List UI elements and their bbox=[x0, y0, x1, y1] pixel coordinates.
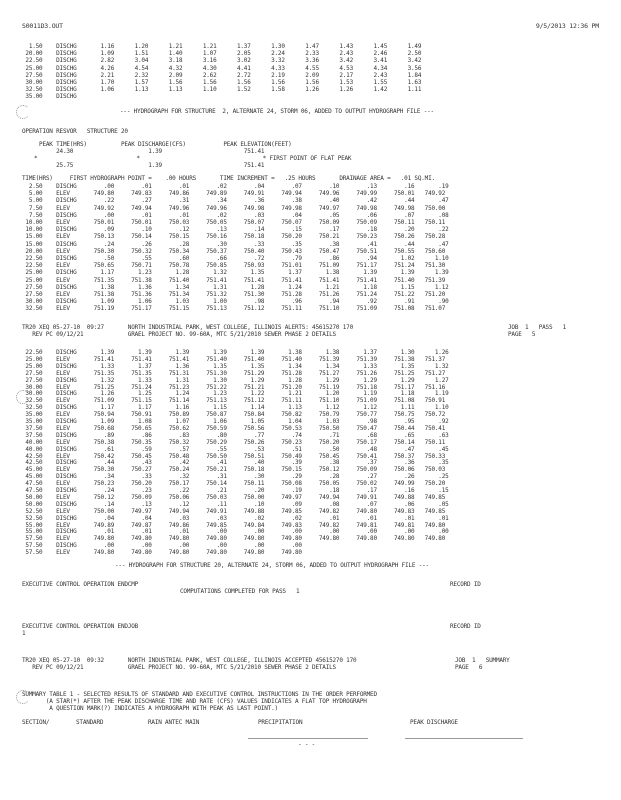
table-row: 42.50 ELEV 750.42 750.45 750.48 750.50 750.51 750.49 750.45 750.41 750.37 750.33 bbox=[22, 452, 446, 460]
table-row: 42.50 DISCHG .44 .43 .42 .41 .40 .39 .38 .37 .36 .35 bbox=[22, 459, 449, 467]
table-row: 20.00 ELEV 750.30 750.32 750.34 750.37 750.40 750.43 750.47 750.51 750.55 750.60 bbox=[22, 247, 446, 255]
binder-hole-mark bbox=[16, 105, 30, 119]
table-row: 27.50 ELEV 751.38 751.36 751.34 751.32 751.30 751.28 751.26 751.24 751.22 751.20 bbox=[22, 291, 446, 298]
table-row: 50.00 DISCHG .14 .13 .12 .11 .10 .09 .08 .07 .06 .05 bbox=[22, 500, 449, 508]
underline bbox=[405, 738, 523, 739]
summary-header-job: JOB 1 SUMMARY bbox=[455, 657, 510, 664]
table-row: 45.00 ELEV 750.30 750.27 750.24 750.21 750.18 750.15 750.12 750.09 750.06 750.03 bbox=[22, 466, 446, 474]
table-row: 50.00 ELEV 750.12 750.09 750.06 750.03 750.00 749.97 749.94 749.91 749.88 749.85 bbox=[22, 493, 446, 501]
table-row: 32.50 DISCHG 1.06 1.13 1.13 1.10 1.52 1.58 1.26 1.26 1.42 1.11 bbox=[22, 86, 422, 94]
footnote-line: A QUESTION MARK(?) INDICATES A HYDROGRAPH WITH PEAK AS LAST POINT.) bbox=[22, 705, 278, 712]
table-row: 27.50 DISCHG 2.21 2.32 2.09 2.62 2.72 2.19 2.09 2.17 2.43 1.84 bbox=[22, 71, 422, 79]
footnote-line: SUMMARY TABLE 1 - SELECTED RESULTS OF STANDARD AND EXECUTIVE CONTROL INSTRUCTIONS IN THE ORDER PERFORMED bbox=[22, 691, 377, 698]
table-row: 10.00 ELEV 750.01 750.01 750.03 750.05 750.07 750.07 750.09 750.09 750.11 750.11 bbox=[22, 219, 446, 226]
exec-endcmp: EXECUTIVE CONTROL OPERATION ENDCMP bbox=[22, 581, 139, 588]
separator-dashes: - - - bbox=[298, 741, 316, 748]
table-row: 40.00 ELEV 750.38 750.35 750.32 750.29 750.26 750.23 750.20 750.17 750.14 750.11 bbox=[22, 438, 446, 446]
table-row: 52.50 ELEV 750.00 749.97 749.94 749.91 749.88 749.85 749.82 749.80 749.83 749.85 bbox=[22, 507, 446, 515]
table-row: 27.50 ELEV 751.35 751.35 751.31 751.30 751.29 751.28 751.27 751.26 751.25 751.27 bbox=[22, 369, 446, 377]
table-row: 30.00 DISCHG 1.09 1.06 1.03 1.00 .98 .96 .94 .92 .91 .90 bbox=[22, 298, 449, 306]
underline bbox=[248, 738, 368, 739]
table-row: 22.50 ELEV 750.65 750.71 750.78 750.85 750.93 751.01 751.09 751.17 751.24 751.30 bbox=[22, 262, 446, 270]
page-header-job: JOB 1 PASS 1 bbox=[508, 324, 567, 331]
table-row: 22.50 DISCHG 2.82 3.04 3.18 3.16 3.02 3.32 3.36 3.42 3.41 3.42 bbox=[22, 57, 422, 65]
table-row: 22.50 DISCHG .50 .55 .60 .66 .72 .79 .86 .94 1.02 1.10 bbox=[22, 255, 449, 262]
table-row: 25.00 DISCHG 1.17 1.23 1.28 1.32 1.35 1.37 1.38 1.39 1.39 1.39 bbox=[22, 269, 449, 277]
table-row: 55.00 DISCHG .01 .01 .01 .00 .00 .00 .00 .00 .00 .00 bbox=[22, 528, 449, 536]
table-row: 30.00 ELEV 751.25 751.24 751.23 751.22 751.21 751.20 751.19 751.18 751.17 751.16 bbox=[22, 383, 446, 391]
footnote-line: (A STAR(*) AFTER THE PEAK DISCHARGE TIME AND RATE (CFS) VALUES INDICATES A FLAT TOP HYDROGRAPH bbox=[22, 698, 367, 705]
table-row: 25.00 ELEV 751.35 751.38 751.40 751.41 751.41 751.41 751.41 751.41 751.40 751.39 bbox=[22, 276, 446, 284]
table-row: 40.00 DISCHG .61 .59 .57 .55 .53 .51 .50 .48 .47 .45 bbox=[22, 445, 449, 453]
table-row: 32.50 ELEV 751.09 751.15 751.14 751.13 751.12 751.11 751.10 751.09 751.08 750.91 bbox=[22, 397, 446, 405]
table-row: 32.50 ELEV 751.19 751.17 751.15 751.13 751.12 751.11 751.10 751.09 751.08 751.07 bbox=[22, 305, 446, 313]
flat-peak-flag-line: * * * FIRST POINT OF FLAT PEAK bbox=[34, 155, 352, 162]
summary-header-page: PAGE 6 bbox=[455, 664, 483, 671]
table-row: 27.50 DISCHG 1.32 1.33 1.31 1.30 1.29 1.28 1.29 1.29 1.29 1.27 bbox=[22, 376, 449, 384]
table-row: 2.50 DISCHG .00 .01 .01 .02 .04 .07 .10 .13 .16 .19 bbox=[22, 183, 449, 190]
col-standard: STANDARD bbox=[76, 719, 104, 726]
table-row: 32.50 DISCHG 1.17 1.17 1.16 1.15 1.14 1.13 1.12 1.12 1.11 1.10 bbox=[22, 404, 449, 412]
table-row: 22.50 DISCHG 1.39 1.39 1.39 1.39 1.39 1.38 1.38 1.37 1.30 1.26 bbox=[22, 349, 449, 356]
table-row: 55.00 ELEV 749.89 749.87 749.86 749.85 749.84 749.83 749.82 749.81 749.81 749.80 bbox=[22, 521, 446, 529]
table-row: 35.00 DISCHG bbox=[22, 93, 77, 101]
table-row: 37.50 DISCHG .89 .86 .83 .80 .77 .74 .71 .68 .65 .63 bbox=[22, 431, 449, 439]
table-row: 25.00 DISCHG 1.33 1.37 1.36 1.35 1.35 1.34 1.34 1.33 1.35 1.32 bbox=[22, 362, 449, 370]
page-header-line-1: TR20 XEQ 05-27-10 09:27 NORTH INDUSTRIAL PARK, WEST COLLEGE, ILLINOIS ALERTS: 45615270 170 bbox=[22, 324, 353, 331]
table-row: 47.50 DISCHG .24 .23 .22 .21 .20 .19 .18 .17 .16 .15 bbox=[22, 487, 449, 494]
table-row: 7.50 ELEV 749.92 749.94 749.96 749.96 749.98 749.98 749.97 749.98 749.98 750.00 bbox=[22, 204, 446, 212]
col-section: SECTION/ bbox=[22, 719, 50, 726]
summary-header-line-2: REV PC 09/12/21 GRAEL PROJECT NO. 99-60A, MTC 5/21/2010 SEWER PHASE 2 DETAILS bbox=[22, 664, 336, 671]
table-row: 1.50 DISCHG 1.16 1.20 1.21 1.21 1.37 1.30 1.47 1.43 1.45 1.49 bbox=[22, 43, 422, 50]
hydrograph-summary-line: --- HYDROGRAPH FOR STRUCTURE 2, ALTERNATE 24, STORM 06, ADDED TO OUTPUT HYDROGRAPH FILE --- bbox=[120, 108, 434, 115]
table-row: 37.50 ELEV 750.68 750.65 750.62 750.59 750.56 750.53 750.50 750.47 750.44 750.41 bbox=[22, 424, 446, 432]
col-precipitation: PRECIPITATION bbox=[258, 719, 303, 726]
peak-column-headers: PEAK TIME(HRS) PEAK DISCHARGE(CFS) PEAK ELEVATION(FEET) bbox=[22, 141, 292, 148]
col-rain-table: RAIN ANTEC MAIN bbox=[148, 719, 200, 726]
table-row: 47.50 ELEV 750.23 750.20 750.17 750.14 750.11 750.08 750.05 750.02 749.99 750.20 bbox=[22, 480, 446, 488]
page-header-page: PAGE 5 bbox=[508, 331, 536, 338]
exec-endjob: EXECUTIVE CONTROL OPERATION ENDJOB bbox=[22, 623, 139, 630]
table-row: 7.50 DISCHG .00 .01 .01 .02 .03 .04 .05 .06 .07 .08 bbox=[22, 211, 449, 219]
peak-values: 24.30 1.39 751.41 bbox=[22, 148, 265, 155]
table-row: 10.00 DISCHG .09 .10 .12 .13 .14 .15 .17 .18 .20 .22 bbox=[22, 226, 449, 234]
table-row: 20.00 DISCHG 1.09 1.51 1.40 1.07 2.05 2.24 2.33 2.43 2.46 2.50 bbox=[22, 50, 422, 58]
table-row: 27.50 DISCHG 1.38 1.36 1.34 1.31 1.28 1.24 1.21 1.18 1.15 1.12 bbox=[22, 283, 449, 291]
table-row: 15.00 DISCHG .24 .26 .28 .30 .33 .35 .38 .41 .44 .47 bbox=[22, 240, 449, 248]
peak-values-2: 25.75 1.39 751.41 bbox=[22, 162, 265, 169]
hydrograph-summary-line-2: --- HYDROGRAPH FOR STRUCTURE 20, ALTERNATE 24, STORM 06, ADDED TO OUTPUT HYDROGRAPH FILE --- bbox=[115, 562, 429, 569]
table-row: 5.00 ELEV 749.80 749.83 749.86 749.89 749.91 749.94 749.96 749.99 750.01 749.92 bbox=[22, 190, 446, 198]
record-id-label-2: RECORD ID bbox=[450, 623, 481, 630]
table-row: 35.00 ELEV 750.94 750.91 750.89 750.87 750.84 750.82 750.79 750.77 750.75 750.72 bbox=[22, 411, 446, 419]
table-row: 25.00 DISCHG 4.26 4.54 4.32 4.30 4.41 4.33 4.55 4.53 4.34 3.56 bbox=[22, 64, 422, 72]
table-row: 30.00 DISCHG 1.70 1.57 1.56 1.56 1.56 1.56 1.56 1.53 1.55 1.63 bbox=[22, 79, 422, 86]
table-row: 35.00 DISCHG 1.09 1.08 1.07 1.06 1.05 1.04 1.03 .98 .95 .92 bbox=[22, 418, 449, 425]
table-row: 57.50 DISCHG .00 .00 .00 .00 .00 .00 bbox=[22, 542, 302, 550]
computations-completed: COMPUTATIONS COMPLETED FOR PASS 1 bbox=[180, 588, 300, 595]
col-peak-discharge: PEAK DISCHARGE bbox=[410, 719, 458, 726]
summary-header-line-1: TR20 XEQ 05-27-10 09:32 NORTH INDUSTRIAL PARK, WEST COLLEGE, ILLINOIS ACCEPTED 45615270 170 bbox=[22, 657, 357, 664]
table-row: 5.00 DISCHG .22 .27 .31 .34 .36 .38 .40 .42 .44 .47 bbox=[22, 197, 449, 205]
record-id-label: RECORD ID bbox=[450, 581, 481, 588]
table-row: 30.00 DISCHG 1.26 1.25 1.24 1.23 1.22 1.21 1.20 1.19 1.18 1.19 bbox=[22, 390, 449, 398]
table-row: 57.50 ELEV 749.80 749.80 749.80 749.80 749.80 749.80 749.80 749.80 749.80 749.80 bbox=[22, 535, 446, 543]
table-row: 52.50 DISCHG .04 .04 .03 .03 .02 .02 .01 .01 .01 .01 bbox=[22, 514, 449, 522]
page-header-line-2: REV PC 09/12/21 GRAEL PROJECT NO. 99-60A, MTC 5/21/2010 SEWER PHASE 2 DETAILS bbox=[22, 331, 336, 338]
endjob-value: 1 bbox=[22, 630, 26, 637]
print-datetime: 9/5/2013 12:36 PM bbox=[535, 22, 599, 30]
table-header: TIME(HRS) FIRST HYDROGRAPH POINT = .00 HOURS TIME INCREMENT = .25 HOURS DRAINAGE AREA = .01 SQ.MI. bbox=[22, 175, 435, 182]
table-row: 15.00 ELEV 750.13 750.14 750.15 750.16 750.18 750.20 750.21 750.23 750.26 750.28 bbox=[22, 233, 446, 241]
operation-title: OPERATION RESVOR STRUCTURE 20 bbox=[22, 128, 128, 135]
table-row: 57.50 ELEV 749.80 749.80 749.80 749.80 749.80 749.80 bbox=[22, 549, 302, 557]
file-name: S0011D3.OUT bbox=[22, 22, 63, 30]
table-row: 45.00 DISCHG .34 .33 .32 .31 .30 .29 .28 .27 .26 .25 bbox=[22, 473, 449, 481]
table-row: 25.00 ELEV 751.41 751.41 751.41 751.40 751.40 751.40 751.39 751.39 751.38 751.37 bbox=[22, 355, 446, 363]
